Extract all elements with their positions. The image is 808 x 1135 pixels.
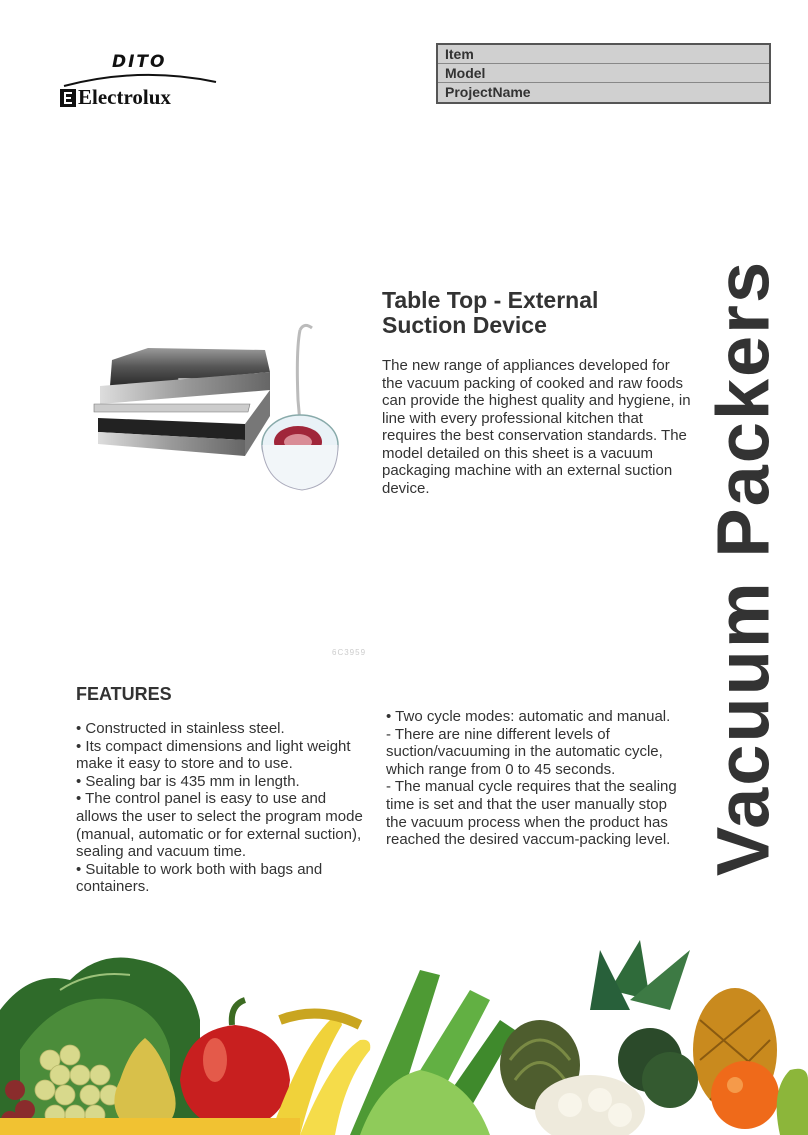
feature-item: • Sealing bar is 435 mm in length. (76, 772, 300, 790)
dito-wordmark: DITO (112, 52, 167, 72)
image-code: 6C3959 (332, 648, 367, 657)
features-heading: FEATURES (76, 684, 172, 704)
feature-item: - There are nine different levels of suction/vacuuming in the automatic cycle, which range from 0 to 45 seconds. (386, 725, 663, 778)
electrolux-wordmark: Electrolux (78, 85, 171, 109)
features-column-2 (386, 708, 678, 849)
info-row-model: Model (438, 64, 769, 83)
feature-item: • Constructed in stainless steel. (76, 720, 285, 737)
vertical-title-text: Vacuum Packers (701, 259, 785, 877)
feature-item: • Suitable to work both with bags and containers. (76, 860, 323, 896)
feature-item: • Two cycle modes: automatic and manual. (386, 708, 671, 725)
feature-item: • The control panel is easy to use and allows the user to select the program mode (manual, automatic or for external suction), sealing and vacuum time. (76, 790, 363, 861)
feature-item: - The manual cycle requires that the sealing time is set and that the user manually stop the vacuum process when the product has reached the desired vaccum-packing level. (386, 778, 677, 849)
info-row-project-name: ProjectName (445, 84, 531, 100)
info-row-item: Item (438, 45, 769, 64)
footer-bar (0, 1118, 300, 1135)
electrolux-e-icon (60, 89, 76, 107)
vertical-title (701, 248, 785, 888)
product-description: The new range of appliances developed for the vacuum packing of cooked and raw foods can provide the highest quality and hygiene, in line with every professional kitchen that requires the best conservation standards. The model detailed on this sheet is a vacuum packaging machine with an external suction device. (382, 357, 691, 497)
product-title: Table Top - External Suction Device (382, 287, 599, 338)
features-column-1 (76, 720, 368, 896)
electrolux-logo (60, 52, 220, 112)
feature-item: • Its compact dimensions and light weight make it easy to store and to use. (76, 737, 351, 773)
vegetables-image (0, 930, 808, 1135)
vacuum-packer-image (90, 320, 350, 500)
info-table (436, 43, 771, 104)
